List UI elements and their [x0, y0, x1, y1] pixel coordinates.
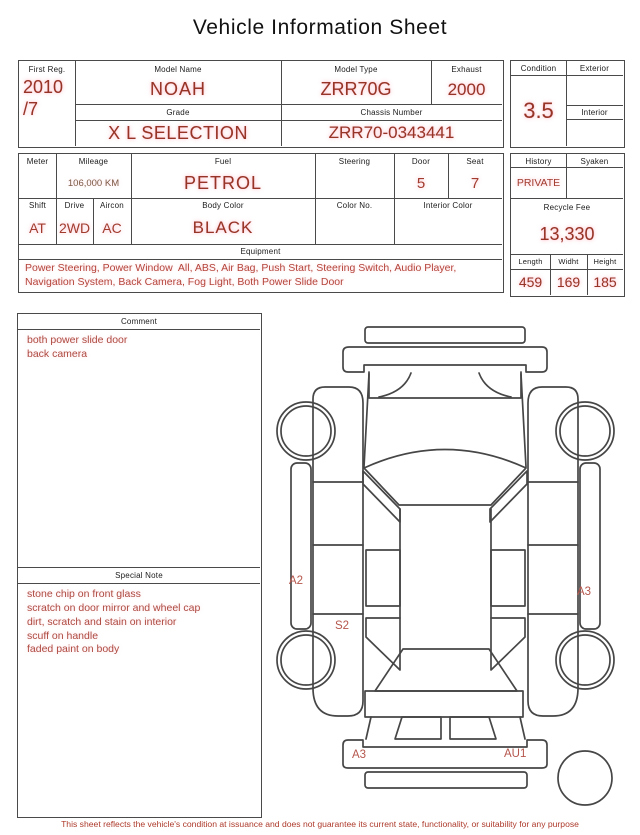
equipment-label: Equipment	[240, 247, 281, 256]
wheel-front-right	[556, 402, 614, 460]
syaken-value	[566, 167, 623, 198]
damage-label-a2: A2	[289, 575, 304, 587]
grade-label: Grade	[166, 108, 190, 117]
door-panel-right	[528, 387, 578, 716]
comment-line: both power slide door	[27, 334, 128, 346]
history-value: PRIVATE	[516, 176, 561, 189]
length-label: Length	[518, 257, 543, 266]
shift-value: AT	[29, 220, 46, 236]
first-reg-month: /7	[23, 98, 39, 119]
color-no-value	[315, 212, 394, 244]
damage-label-au1: AU1	[504, 748, 527, 760]
model-type-value: ZRR70G	[320, 79, 392, 99]
door-seams	[313, 482, 578, 614]
exterior-label: Exterior	[579, 64, 610, 73]
wheel-rear-right	[556, 631, 614, 689]
vehicle-id-table	[18, 60, 504, 148]
sill-right	[580, 463, 600, 629]
hatch-corner-lines	[366, 717, 525, 739]
tail-lamp-right	[450, 717, 496, 739]
height-label: Height	[593, 257, 617, 266]
door-panel-left	[313, 387, 363, 716]
a-pillars	[364, 374, 526, 467]
rear-window	[375, 649, 517, 691]
color-no-label: Color No.	[336, 201, 373, 210]
page-title: Vehicle Information Sheet	[192, 16, 448, 39]
model-name-value: NOAH	[149, 79, 206, 99]
special-note-line: scuff on handle	[27, 629, 99, 642]
comment-line: back camera	[27, 347, 88, 360]
spare-tire	[558, 751, 612, 805]
interior-label: Interior	[581, 107, 608, 117]
drive-value: 2WD	[58, 220, 91, 236]
damage-label-s2: S2	[335, 620, 350, 632]
interior-value	[566, 119, 623, 146]
condition-label: Condition	[520, 64, 557, 73]
width-value: 169	[556, 274, 581, 290]
special-note-line: stone chip on front glass	[27, 588, 141, 600]
wheel-front-left	[277, 402, 335, 460]
wheel-rear-left	[277, 631, 335, 689]
quarter-window-right	[491, 618, 525, 670]
exterior-value	[566, 75, 623, 105]
mileage-value: 106,000 KM	[67, 177, 120, 189]
shift-label: Shift	[28, 201, 46, 210]
special-note-label: Special Note	[115, 571, 163, 580]
special-note-text	[27, 588, 253, 657]
tail-lamp-left	[395, 717, 441, 739]
side-window-left	[366, 550, 400, 606]
meter-label: Meter	[26, 157, 49, 166]
disclaimer-text: This sheet reflects the vehicle's condition at issuance and does not guarantee its current state, functionality, or suitability for any purpose	[61, 819, 579, 829]
first-reg-label: First Reg.	[28, 64, 66, 74]
aircon-value: AC	[102, 220, 122, 236]
condition-value: 3.5	[523, 97, 554, 123]
meter-value	[19, 168, 56, 198]
side-window-right	[491, 550, 525, 606]
door-label: Door	[411, 157, 431, 166]
roof-edges	[400, 509, 491, 618]
length-value: 459	[518, 274, 543, 290]
spec-table	[18, 153, 504, 293]
interior-color-value	[394, 212, 502, 244]
drive-label: Drive	[64, 201, 85, 210]
fuel-label: Fuel	[214, 157, 232, 166]
special-note-line: faded paint on body	[27, 643, 120, 656]
comment-text	[27, 334, 253, 362]
rear-plate-bar	[365, 772, 527, 788]
steering-value	[315, 168, 394, 198]
mirror-stripe-right	[490, 471, 527, 522]
special-note-line: scratch on door mirror and wheel cap	[27, 601, 201, 614]
recycle-fee-label: Recycle Fee	[543, 202, 591, 212]
exhaust-label: Exhaust	[451, 64, 482, 74]
history-label: History	[525, 156, 552, 166]
mirror-stripe-left	[363, 471, 400, 522]
body-color-label: Body Color	[202, 201, 244, 210]
width-label: Widht	[558, 257, 579, 266]
first-reg-value	[23, 77, 75, 120]
special-note-line: dirt, scratch and stain on interior	[27, 615, 177, 628]
chassis-number-value: ZRR70-0343441	[328, 123, 455, 142]
steering-label: Steering	[338, 157, 371, 166]
door-value: 5	[416, 174, 426, 192]
grade-value: X L SELECTION	[108, 122, 248, 143]
sill-left	[291, 463, 311, 629]
mileage-label: Mileage	[78, 157, 109, 166]
comment-box	[17, 313, 262, 818]
hood-outline	[369, 372, 521, 398]
rear-hatch	[365, 691, 523, 717]
front-bumper	[343, 347, 547, 372]
first-reg-year: 2010	[23, 77, 64, 97]
model-type-label: Model Type	[334, 64, 378, 74]
height-value: 185	[593, 274, 617, 290]
fuel-value: PETROL	[183, 172, 263, 193]
exhaust-value: 2000	[447, 79, 486, 99]
seat-label: Seat	[466, 157, 484, 166]
body-color-value: BLACK	[192, 218, 254, 237]
headlight-arcs	[379, 373, 511, 397]
seat-value: 7	[470, 174, 480, 192]
history-box	[510, 153, 625, 297]
model-name-label: Model Name	[154, 64, 202, 74]
chassis-number-label: Chassis Number	[360, 108, 423, 117]
front-plate-bar	[365, 327, 525, 343]
syaken-label: Syaken	[580, 156, 609, 166]
damage-label-a3-rear: A3	[352, 749, 367, 761]
recycle-fee-value: 13,330	[539, 223, 595, 244]
interior-color-label: Interior Color	[423, 201, 473, 210]
comment-label: Comment	[120, 317, 158, 326]
aircon-label: Aircon	[100, 201, 124, 210]
damage-label-a3-side: A3	[577, 586, 592, 598]
equipment-value: Power Steering, Power Window All, ABS, Air Bag, Push Start, Steering Switch, Audio Player, Navigation System, Back Camera, Fog Light, Both Power Slide Door	[25, 262, 460, 288]
condition-box	[510, 60, 625, 148]
